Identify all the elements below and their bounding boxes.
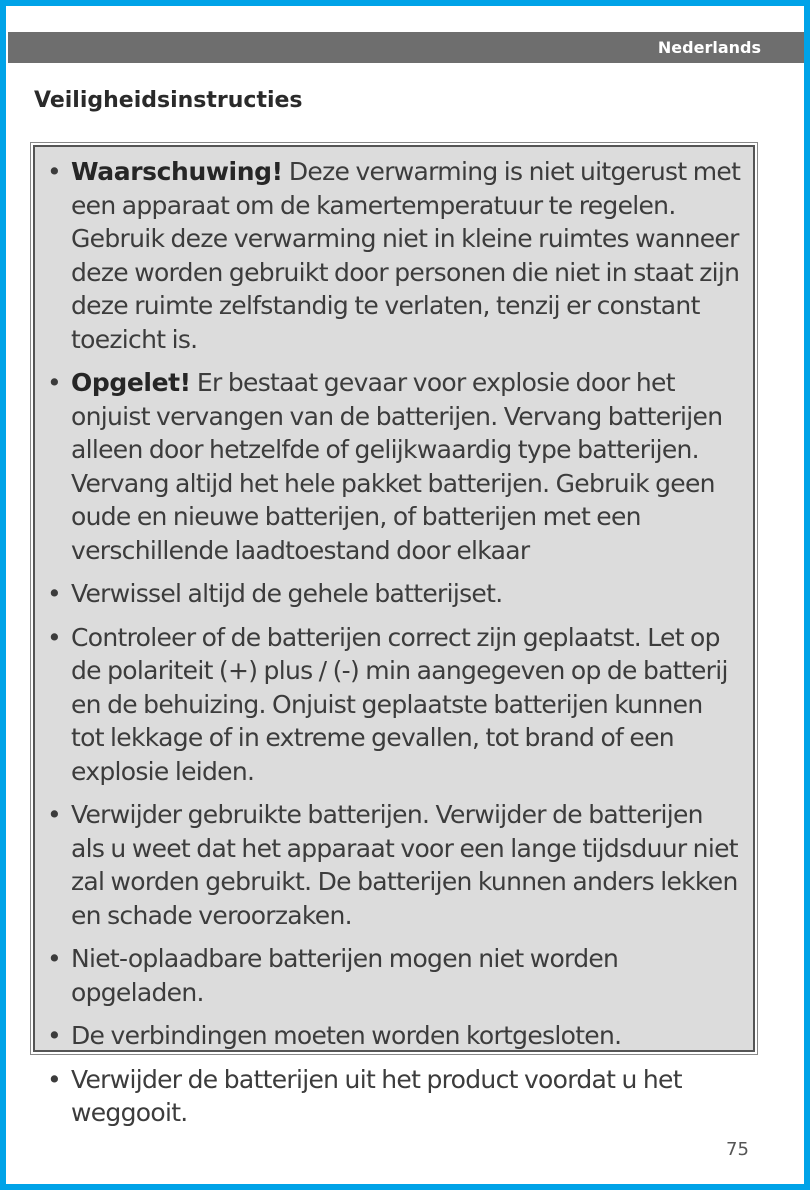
instruction-text: Deze verwarming is niet uitgerust met een apparaat om de kamertemperatuur te regelen. Gebruik deze verwarming niet in kleine ruimtes wanneer deze worden gebruikt door personen die niet in staat zijn deze ruimte zelfstandig te verlaten, tenzij er constant toezicht is. <box>71 157 741 354</box>
section-title: Veiligheidsinstructies <box>34 88 303 113</box>
list-item <box>45 621 741 789</box>
list-item <box>45 1063 741 1130</box>
page-number: 75 <box>726 1139 749 1160</box>
instruction-text: Verwijder gebruikte batterijen. Verwijder de batterijen als u weet dat het apparaat voor een lange tijdsduur niet zal worden gebruikt. De batterijen kunnen anders lekken en schade veroorzaken. <box>71 800 738 930</box>
warning-emphasis: Waarschuwing! <box>71 157 283 186</box>
language-header-bar <box>8 32 804 63</box>
instruction-text: Verwissel altijd de gehele batterijset. <box>71 579 503 608</box>
instruction-text: Verwijder de batterijen uit het product voordat u het weggooit. <box>71 1064 682 1127</box>
instruction-text: Niet-oplaadbare batterijen mogen niet worden opgeladen. <box>71 944 619 1007</box>
safety-instruction-list <box>45 155 741 1130</box>
list-item <box>45 155 741 356</box>
list-item <box>45 366 741 567</box>
instruction-text: Controleer of de batterijen correct zijn geplaatst. Let op de polariteit (+) plus / (-) min aangegeven op de batterij en de behuizing. Onjuist geplaatste batterijen kunnen tot lekkage of in extreme gevallen, tot brand of een explosie leiden. <box>71 622 728 786</box>
instruction-text: Er bestaat gevaar voor explosie door het onjuist vervangen van de batterijen. Vervang batterijen alleen door hetzelfde of gelijkwaardig type batterijen. Vervang altijd het hele pakket batterijen. Gebruik geen oude en nieuwe batterijen, of batterijen met een verschillende laadtoestand door elkaar <box>71 368 723 565</box>
list-item <box>45 942 741 1009</box>
instruction-text: De verbindingen moeten worden kortgesloten. <box>71 1021 622 1050</box>
list-item <box>45 1019 741 1053</box>
list-item <box>45 798 741 932</box>
language-label: Nederlands <box>657 38 761 57</box>
safety-warning-box <box>33 145 755 1127</box>
caution-emphasis: Opgelet! <box>71 368 191 397</box>
list-item <box>45 577 741 611</box>
